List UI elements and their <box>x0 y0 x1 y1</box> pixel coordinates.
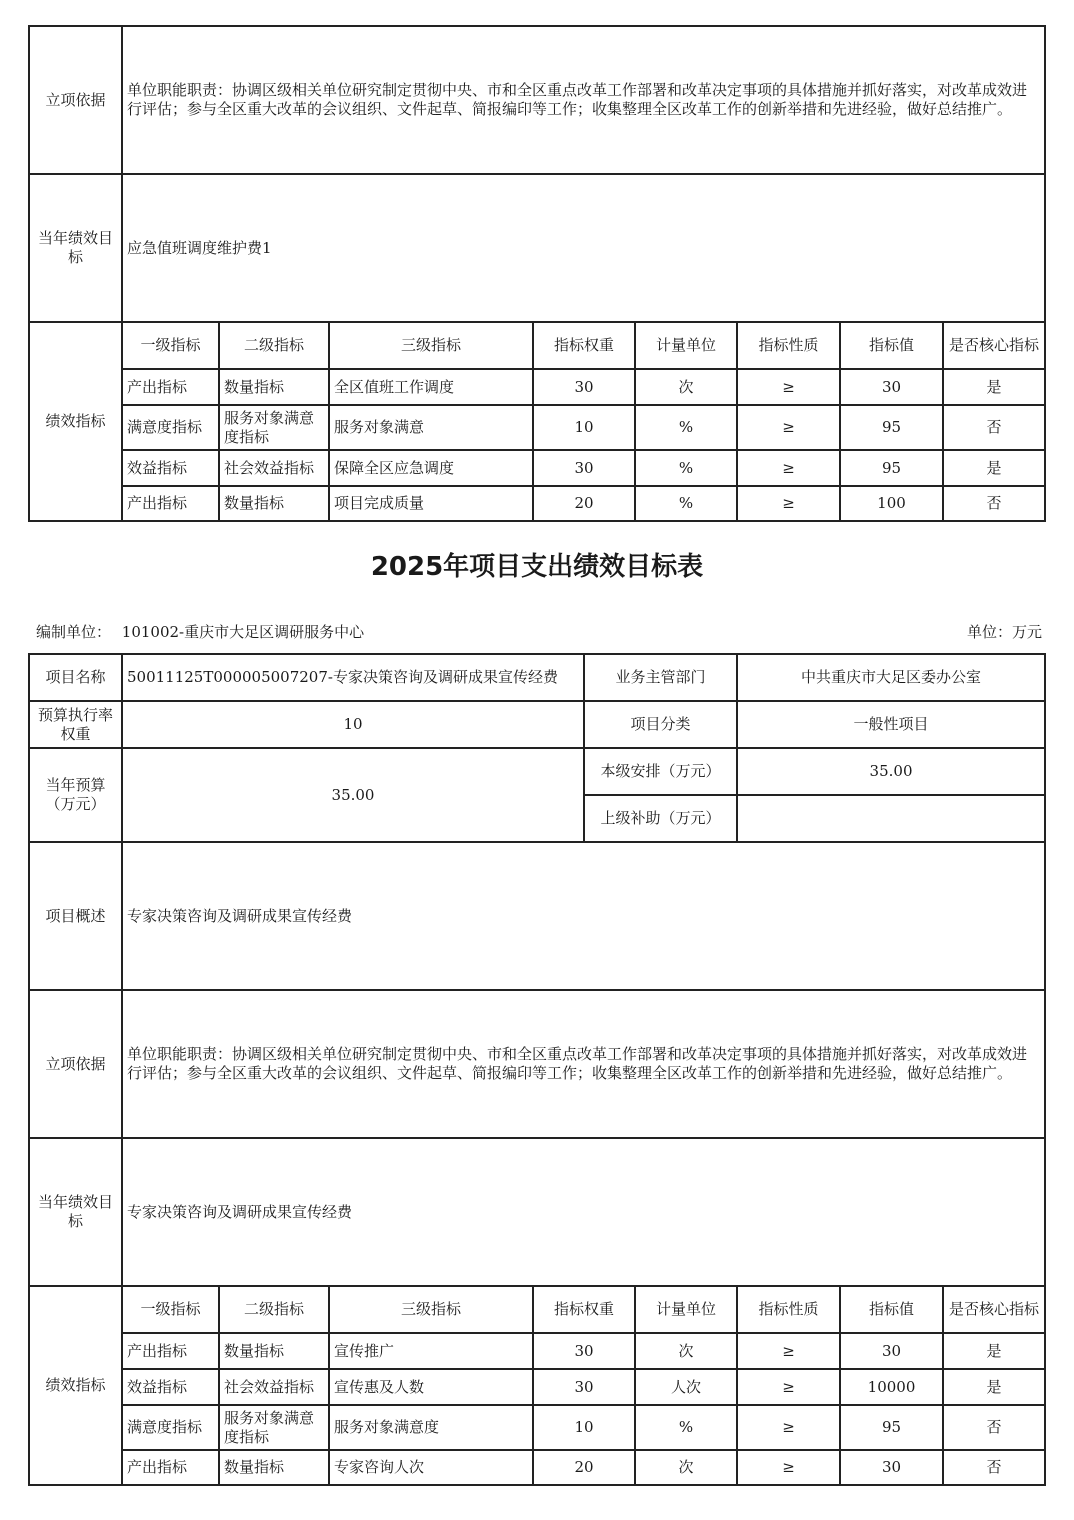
cell-core: 否 <box>943 1405 1045 1450</box>
table-row <box>29 486 1045 521</box>
header-level3: 三级指标 <box>329 1286 533 1333</box>
header-level2: 二级指标 <box>219 322 329 369</box>
cell-level2: 数量指标 <box>219 1450 329 1485</box>
basis-row <box>29 26 1045 174</box>
category-label: 项目分类 <box>584 701 737 748</box>
budget-label: 当年预算（万元） <box>29 748 122 842</box>
cell-unit: % <box>635 405 737 450</box>
cell-weight: 20 <box>533 486 635 521</box>
table-row <box>29 450 1045 486</box>
budget-row <box>29 748 1045 795</box>
cell-level3: 服务对象满意度 <box>329 1405 533 1450</box>
cell-weight: 30 <box>533 369 635 405</box>
cell-level2: 服务对象满意度指标 <box>219 405 329 450</box>
budget-value: 35.00 <box>122 748 584 842</box>
cell-level1: 产出指标 <box>122 1333 219 1369</box>
header-core: 是否核心指标 <box>943 1286 1045 1333</box>
header-level2: 二级指标 <box>219 1286 329 1333</box>
prepared-by-label: 编制单位： <box>36 623 112 641</box>
cell-value: 10000 <box>840 1369 943 1405</box>
cell-level3: 宣传推广 <box>329 1333 533 1369</box>
header-unit: 计量单位 <box>635 1286 737 1333</box>
cell-nature: ≥ <box>737 1450 840 1485</box>
header-nature: 指标性质 <box>737 1286 840 1333</box>
cell-core: 否 <box>943 1450 1045 1485</box>
cell-value: 30 <box>840 369 943 405</box>
cell-core: 是 <box>943 1333 1045 1369</box>
cell-level2: 数量指标 <box>219 369 329 405</box>
performance-table-continued <box>28 25 1046 522</box>
indicator-header-row <box>29 1286 1045 1333</box>
cell-level2: 数量指标 <box>219 1333 329 1369</box>
cell-level3: 项目完成质量 <box>329 486 533 521</box>
cell-value: 95 <box>840 450 943 486</box>
overview-label: 项目概述 <box>29 842 122 990</box>
table-row <box>29 405 1045 450</box>
header-nature: 指标性质 <box>737 322 840 369</box>
indicators-label: 绩效指标 <box>29 1286 122 1485</box>
exec-weight-row <box>29 701 1045 748</box>
cell-value: 95 <box>840 1405 943 1450</box>
cell-nature: ≥ <box>737 405 840 450</box>
cell-value: 30 <box>840 1450 943 1485</box>
cell-unit: 次 <box>635 1333 737 1369</box>
header-weight: 指标权重 <box>533 1286 635 1333</box>
basis-text: 单位职能职责：协调区级相关单位研究制定贯彻中央、市和全区重点改革工作部署和改革决定事项的具体措施并抓好落实，对改革成效进行评估；参与全区重大改革的会议组织、文件起草、简报编印等工作；收集整理全区改革工作的创新举措和先进经验，做好总结推广。 <box>122 990 1045 1138</box>
basis-text: 单位职能职责：协调区级相关单位研究制定贯彻中央、市和全区重点改革工作部署和改革决定事项的具体措施并抓好落实，对改革成效进行评估；参与全区重大改革的会议组织、文件起草、简报编印等工作；收集整理全区改革工作的创新举措和先进经验，做好总结推广。 <box>122 26 1045 174</box>
cell-level3: 宣传惠及人数 <box>329 1369 533 1405</box>
page-title: 2025年项目支出绩效目标表 <box>370 552 704 582</box>
project-name-row <box>29 654 1045 701</box>
basis-row <box>29 990 1045 1138</box>
cell-core: 是 <box>943 450 1045 486</box>
cell-value: 95 <box>840 405 943 450</box>
prepared-by <box>36 621 364 642</box>
header-value: 指标值 <box>840 322 943 369</box>
indicators-label: 绩效指标 <box>29 322 122 521</box>
cell-nature: ≥ <box>737 1405 840 1450</box>
cell-unit: % <box>635 486 737 521</box>
local-label: 本级安排（万元） <box>584 748 737 795</box>
table-row <box>29 1450 1045 1485</box>
cell-nature: ≥ <box>737 1369 840 1405</box>
header-unit: 计量单位 <box>635 322 737 369</box>
cell-unit: 次 <box>635 1450 737 1485</box>
project-name-value: 50011125T000005007207-专家决策咨询及调研成果宣传经费 <box>122 654 584 701</box>
header-level1: 一级指标 <box>122 322 219 369</box>
local-value: 35.00 <box>737 748 1045 795</box>
header-weight: 指标权重 <box>533 322 635 369</box>
superior-value <box>737 795 1045 842</box>
table-row <box>29 369 1045 405</box>
cell-unit: 次 <box>635 369 737 405</box>
cell-weight: 30 <box>533 1369 635 1405</box>
cell-level1: 效益指标 <box>122 1369 219 1405</box>
exec-weight-value: 10 <box>122 701 584 748</box>
cell-level3: 保障全区应急调度 <box>329 450 533 486</box>
exec-weight-label: 预算执行率权重 <box>29 701 122 748</box>
cell-core: 是 <box>943 369 1045 405</box>
prepared-by-value: 101002-重庆市大足区调研服务中心 <box>121 623 365 641</box>
cell-level1: 产出指标 <box>122 1450 219 1485</box>
unit-label: 单位：万元 <box>966 623 1042 641</box>
dept-label: 业务主管部门 <box>584 654 737 701</box>
cell-unit: 人次 <box>635 1369 737 1405</box>
header-level3: 三级指标 <box>329 322 533 369</box>
indicator-header-row <box>29 322 1045 369</box>
cell-level1: 效益指标 <box>122 450 219 486</box>
cell-nature: ≥ <box>737 486 840 521</box>
goal-text: 应急值班调度维护费1 <box>122 174 1045 322</box>
cell-level2: 社会效益指标 <box>219 1369 329 1405</box>
basis-label: 立项依据 <box>29 26 122 174</box>
cell-core: 否 <box>943 405 1045 450</box>
goal-label: 当年绩效目标 <box>29 1138 122 1286</box>
goal-row <box>29 174 1045 322</box>
category-value: 一般性项目 <box>737 701 1045 748</box>
cell-level3: 服务对象满意 <box>329 405 533 450</box>
performance-target-table <box>28 653 1046 1486</box>
cell-core: 是 <box>943 1369 1045 1405</box>
cell-level2: 社会效益指标 <box>219 450 329 486</box>
cell-nature: ≥ <box>737 1333 840 1369</box>
header-value: 指标值 <box>840 1286 943 1333</box>
basis-label: 立项依据 <box>29 990 122 1138</box>
cell-nature: ≥ <box>737 369 840 405</box>
cell-level2: 数量指标 <box>219 486 329 521</box>
goal-label: 当年绩效目标 <box>29 174 122 322</box>
cell-level1: 满意度指标 <box>122 1405 219 1450</box>
cell-weight: 30 <box>533 1333 635 1369</box>
goal-row <box>29 1138 1045 1286</box>
cell-weight: 30 <box>533 450 635 486</box>
dept-value: 中共重庆市大足区委办公室 <box>737 654 1045 701</box>
cell-level1: 产出指标 <box>122 486 219 521</box>
cell-weight: 10 <box>533 405 635 450</box>
cell-level3: 专家咨询人次 <box>329 1450 533 1485</box>
table-row <box>29 1333 1045 1369</box>
cell-unit: % <box>635 1405 737 1450</box>
overview-row <box>29 842 1045 990</box>
cell-unit: % <box>635 450 737 486</box>
cell-core: 否 <box>943 486 1045 521</box>
superior-label: 上级补助（万元） <box>584 795 737 842</box>
cell-level1: 满意度指标 <box>122 405 219 450</box>
overview-text: 专家决策咨询及调研成果宣传经费 <box>122 842 1045 990</box>
table-row <box>29 1369 1045 1405</box>
cell-weight: 20 <box>533 1450 635 1485</box>
table-row <box>29 1405 1045 1450</box>
cell-level2: 服务对象满意度指标 <box>219 1405 329 1450</box>
cell-nature: ≥ <box>737 450 840 486</box>
goal-text: 专家决策咨询及调研成果宣传经费 <box>122 1138 1045 1286</box>
header-core: 是否核心指标 <box>943 322 1045 369</box>
cell-weight: 10 <box>533 1405 635 1450</box>
cell-level1: 产出指标 <box>122 369 219 405</box>
cell-value: 100 <box>840 486 943 521</box>
cell-level3: 全区值班工作调度 <box>329 369 533 405</box>
header-level1: 一级指标 <box>122 1286 219 1333</box>
cell-value: 30 <box>840 1333 943 1369</box>
project-name-label: 项目名称 <box>29 654 122 701</box>
